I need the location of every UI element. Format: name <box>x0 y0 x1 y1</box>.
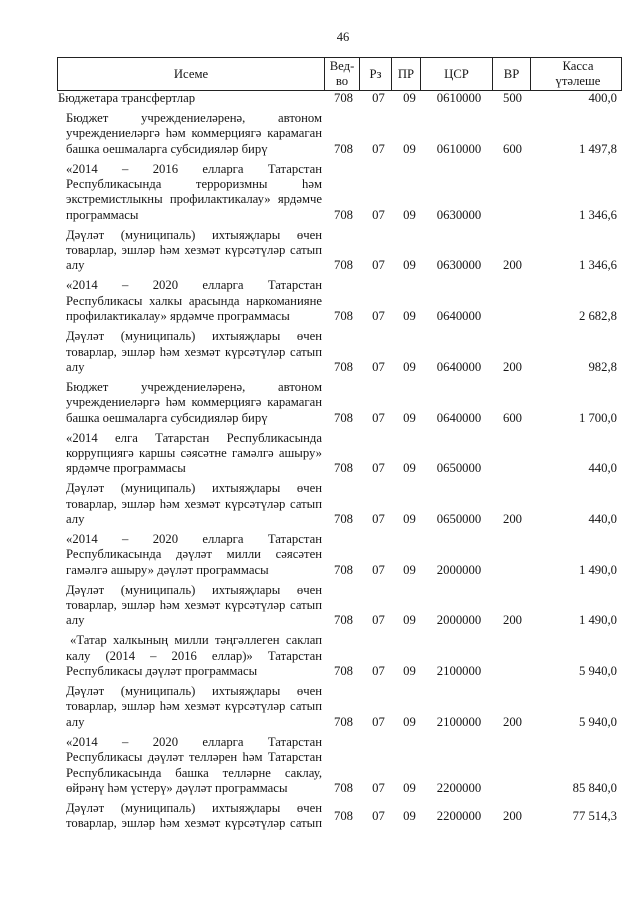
item-name-line: товарлар, эшләр һәм хезмәт күрсәтүләр сатып <box>66 243 322 258</box>
department-code-cell: 708 <box>333 91 354 105</box>
item-name-line: учреждениеләргә һәм коммерциягә карамаган <box>66 395 322 410</box>
department-code-cell: 708 <box>333 258 354 273</box>
expense-type-cell: 200 <box>502 714 523 729</box>
target-article-cell: 0610000 <box>436 91 482 105</box>
subsection-cell: 09 <box>403 461 416 476</box>
item-name-line: Республикасы дәүләт телләрен һәм Татарстан <box>66 750 322 765</box>
header-target-article <box>420 57 492 91</box>
item-name-line: Бюджет учреждениеләренә, автоном <box>66 110 322 125</box>
item-name-line: товарлар, эшләр һәм хезмәт күрсәтүләр сатып <box>66 816 322 831</box>
target-article-cell: 2100000 <box>436 714 482 729</box>
department-code-cell: 708 <box>333 714 354 729</box>
department-code-cell: 708 <box>333 780 354 795</box>
item-name-line: Дәүләт (муниципаль) ихтыяҗлары өчен <box>66 800 322 815</box>
section-cell: 07 <box>372 141 385 156</box>
item-name-line: «2014 – 2020 елларга Татарстан <box>66 531 322 546</box>
target-article-cell: 2100000 <box>436 664 482 679</box>
subsection-cell: 09 <box>403 309 416 324</box>
page-number: 46 <box>336 30 350 44</box>
cash-execution-cell: 1 490,0 <box>578 613 617 628</box>
target-article-cell: 0630000 <box>436 258 482 273</box>
item-name-cell <box>57 735 324 796</box>
cash-execution-cell: 77 514,3 <box>572 808 617 823</box>
table-row <box>57 431 622 477</box>
section-cell: 07 <box>372 91 385 105</box>
item-name-cell <box>57 329 324 375</box>
item-name-line: профилактикалау» ярдәмче программасы <box>66 309 290 324</box>
table-row <box>57 380 622 426</box>
subsection-cell: 09 <box>403 613 416 628</box>
table-row <box>57 162 622 223</box>
item-name-line: башка оешмаларга субсидияләр бирү <box>66 141 268 156</box>
item-name-line: Республикасы дәүләт программасы <box>66 664 258 679</box>
header-department-line1: Вед- <box>329 59 355 73</box>
section-cell: 07 <box>372 808 385 823</box>
section-cell: 07 <box>372 207 385 222</box>
cash-execution-cell: 1 346,6 <box>578 207 617 222</box>
item-name-line: Дәүләт (муниципаль) ихтыяҗлары өчен <box>66 582 322 597</box>
department-code-cell: 708 <box>333 309 354 324</box>
item-name-line: алу <box>66 359 85 374</box>
department-code-cell: 708 <box>333 808 354 823</box>
table-row <box>57 111 622 157</box>
header-name-label: Исеме <box>173 66 209 81</box>
department-code-cell: 708 <box>333 461 354 476</box>
table-row <box>57 91 622 106</box>
item-name-line: Республикасында дәүләт милли сәясәтен <box>66 547 322 562</box>
subsection-cell: 09 <box>403 780 416 795</box>
department-code-cell: 708 <box>333 664 354 679</box>
item-name-line: товарлар, эшләр һәм хезмәт күрсәтүләр сатып <box>66 699 322 714</box>
subsection-cell: 09 <box>403 410 416 425</box>
expense-type-cell: 500 <box>502 91 523 105</box>
expense-type-cell: 600 <box>502 141 523 156</box>
cash-execution-cell: 400,0 <box>588 91 617 105</box>
item-name-line: Дәүләт (муниципаль) ихтыяҗлары өчен <box>66 329 322 344</box>
section-cell: 07 <box>372 410 385 425</box>
subsection-cell: 09 <box>403 91 416 105</box>
cash-execution-cell: 1 700,0 <box>578 410 617 425</box>
department-code-cell: 708 <box>333 562 354 577</box>
item-name-line: товарлар, эшләр һәм хезмәт күрсәтүләр сатып <box>66 344 322 359</box>
target-article-cell: 2000000 <box>436 613 482 628</box>
cash-execution-cell: 2 682,8 <box>578 309 617 324</box>
item-name-cell <box>57 380 324 426</box>
cash-execution-cell: 1 497,8 <box>578 141 617 156</box>
table-row <box>57 633 622 679</box>
item-name-line: Республикасында терроризмны һәм <box>66 177 322 192</box>
subsection-cell: 09 <box>403 207 416 222</box>
header-subsection-label: ПР <box>397 66 415 81</box>
department-code-cell: 708 <box>333 359 354 374</box>
subsection-cell: 09 <box>403 562 416 577</box>
table-row <box>57 329 622 375</box>
item-name-line: гамәлгә ашыру» дәүләт программасы <box>66 562 269 577</box>
section-cell: 07 <box>372 664 385 679</box>
header-cash-execution-line2: үтәлеше <box>555 74 601 88</box>
subsection-cell: 09 <box>403 141 416 156</box>
item-name-cell <box>57 91 324 106</box>
cash-execution-cell: 440,0 <box>588 511 617 526</box>
item-name-line: «2014 елга Татарстан Республикасында <box>66 430 322 445</box>
target-article-cell: 0640000 <box>436 410 482 425</box>
table-row <box>57 583 622 629</box>
cash-execution-cell: 5 940,0 <box>578 664 617 679</box>
department-code-cell: 708 <box>333 141 354 156</box>
item-name-line: коррупциягә каршы сәясәтне гамәлгә ашыру» <box>66 445 322 460</box>
department-code-cell: 708 <box>333 410 354 425</box>
item-name-line: «Татар халкының милли тәңгәллеген саклап <box>70 633 322 648</box>
target-article-cell: 2200000 <box>436 808 482 823</box>
item-name-line: учреждениеләргә һәм коммерциягә карамаган <box>66 126 322 141</box>
table-row <box>57 801 622 832</box>
target-article-cell: 2000000 <box>436 562 482 577</box>
section-cell: 07 <box>372 258 385 273</box>
item-name-line: «2014 – 2020 елларга Татарстан <box>66 278 322 293</box>
item-name-cell <box>57 228 324 274</box>
item-name-cell <box>57 684 324 730</box>
table-row <box>57 278 622 324</box>
table-header <box>57 57 622 91</box>
item-name-line: алу <box>66 613 85 628</box>
table-row <box>57 481 622 527</box>
section-cell: 07 <box>372 780 385 795</box>
cash-execution-cell: 440,0 <box>588 461 617 476</box>
header-subsection <box>391 57 420 91</box>
department-code-cell: 708 <box>333 613 354 628</box>
section-cell: 07 <box>372 562 385 577</box>
item-name-line: калу (2014 – 2016 еллар)» Татарстан <box>66 648 322 663</box>
target-article-cell: 0610000 <box>436 141 482 156</box>
item-name-line: товарлар, эшләр һәм хезмәт күрсәтүләр сатып <box>66 496 322 511</box>
item-name-line: Дәүләт (муниципаль) ихтыяҗлары өчен <box>66 684 322 699</box>
item-name-line: «2014 – 2020 елларга Татарстан <box>66 734 322 749</box>
target-article-cell: 0640000 <box>436 309 482 324</box>
cash-execution-cell: 1 490,0 <box>578 562 617 577</box>
table-row <box>57 684 622 730</box>
header-department <box>324 57 359 91</box>
subsection-cell: 09 <box>403 714 416 729</box>
item-name-line: экстремистлыкны профилактикалау» ярдәмче <box>66 192 322 207</box>
expense-type-cell: 200 <box>502 258 523 273</box>
item-name-line: Дәүләт (муниципаль) ихтыяҗлары өчен <box>66 481 322 496</box>
item-name-line: Дәүләт (муниципаль) ихтыяҗлары өчен <box>66 227 322 242</box>
section-cell: 07 <box>372 714 385 729</box>
cash-execution-cell: 982,8 <box>588 359 617 374</box>
cash-execution-cell: 1 346,6 <box>578 258 617 273</box>
header-cash-execution <box>530 57 622 91</box>
item-name-line: башка оешмаларга субсидияләр бирү <box>66 410 268 425</box>
item-name-line: Бюджетара трансфертлар <box>58 91 196 105</box>
item-name-line: ярдәмче программасы <box>66 461 186 476</box>
header-target-article-label: ЦСР <box>444 66 469 81</box>
department-code-cell: 708 <box>333 511 354 526</box>
item-name-cell <box>57 111 324 157</box>
subsection-cell: 09 <box>403 258 416 273</box>
item-name-cell <box>57 431 324 477</box>
subsection-cell: 09 <box>403 808 416 823</box>
section-cell: 07 <box>372 511 385 526</box>
expense-type-cell: 200 <box>502 359 523 374</box>
item-name-line: алу <box>66 258 85 273</box>
header-name <box>57 57 324 91</box>
header-section <box>359 57 391 91</box>
cash-execution-cell: 5 940,0 <box>578 714 617 729</box>
item-name-line: товарлар, эшләр һәм хезмәт күрсәтүләр сатып <box>66 598 322 613</box>
item-name-cell <box>57 162 324 223</box>
section-cell: 07 <box>372 613 385 628</box>
item-name-cell <box>57 583 324 629</box>
item-name-cell <box>57 481 324 527</box>
header-cash-execution-line1: Касса <box>562 59 594 73</box>
item-name-line: Бюджет учреждениеләренә, автоном <box>66 379 322 394</box>
header-department-line2: во <box>335 74 349 88</box>
section-cell: 07 <box>372 461 385 476</box>
item-name-cell <box>57 801 324 832</box>
item-name-line: алу <box>66 511 85 526</box>
table-row <box>57 735 622 796</box>
section-cell: 07 <box>372 309 385 324</box>
table-row <box>57 532 622 578</box>
expense-type-cell: 200 <box>502 613 523 628</box>
target-article-cell: 0640000 <box>436 359 482 374</box>
subsection-cell: 09 <box>403 511 416 526</box>
item-name-line: «2014 – 2016 елларга Татарстан <box>66 161 322 176</box>
subsection-cell: 09 <box>403 664 416 679</box>
item-name-cell <box>57 278 324 324</box>
item-name-cell <box>57 633 324 679</box>
target-article-cell: 0630000 <box>436 207 482 222</box>
header-expense-type <box>492 57 530 91</box>
header-section-label: Рз <box>369 66 382 81</box>
item-name-line: программасы <box>66 207 139 222</box>
target-article-cell: 0650000 <box>436 461 482 476</box>
table-row <box>57 228 622 274</box>
header-expense-type-label: ВР <box>503 66 520 81</box>
item-name-line: Республикасында башка телләрне саклау, <box>66 765 322 780</box>
expense-type-cell: 200 <box>502 511 523 526</box>
expense-type-cell: 200 <box>502 808 523 823</box>
expense-type-cell: 600 <box>502 410 523 425</box>
target-article-cell: 0650000 <box>436 511 482 526</box>
target-article-cell: 2200000 <box>436 780 482 795</box>
section-cell: 07 <box>372 359 385 374</box>
table-body <box>57 91 622 836</box>
item-name-line: Республикасы халкы арасында наркоманияне <box>66 293 322 308</box>
subsection-cell: 09 <box>403 359 416 374</box>
item-name-line: алу <box>66 714 85 729</box>
cash-execution-cell: 85 840,0 <box>572 780 617 795</box>
item-name-line: өйрәнү һәм үстерү» дәүләт программасы <box>66 780 288 795</box>
item-name-cell <box>57 532 324 578</box>
department-code-cell: 708 <box>333 207 354 222</box>
